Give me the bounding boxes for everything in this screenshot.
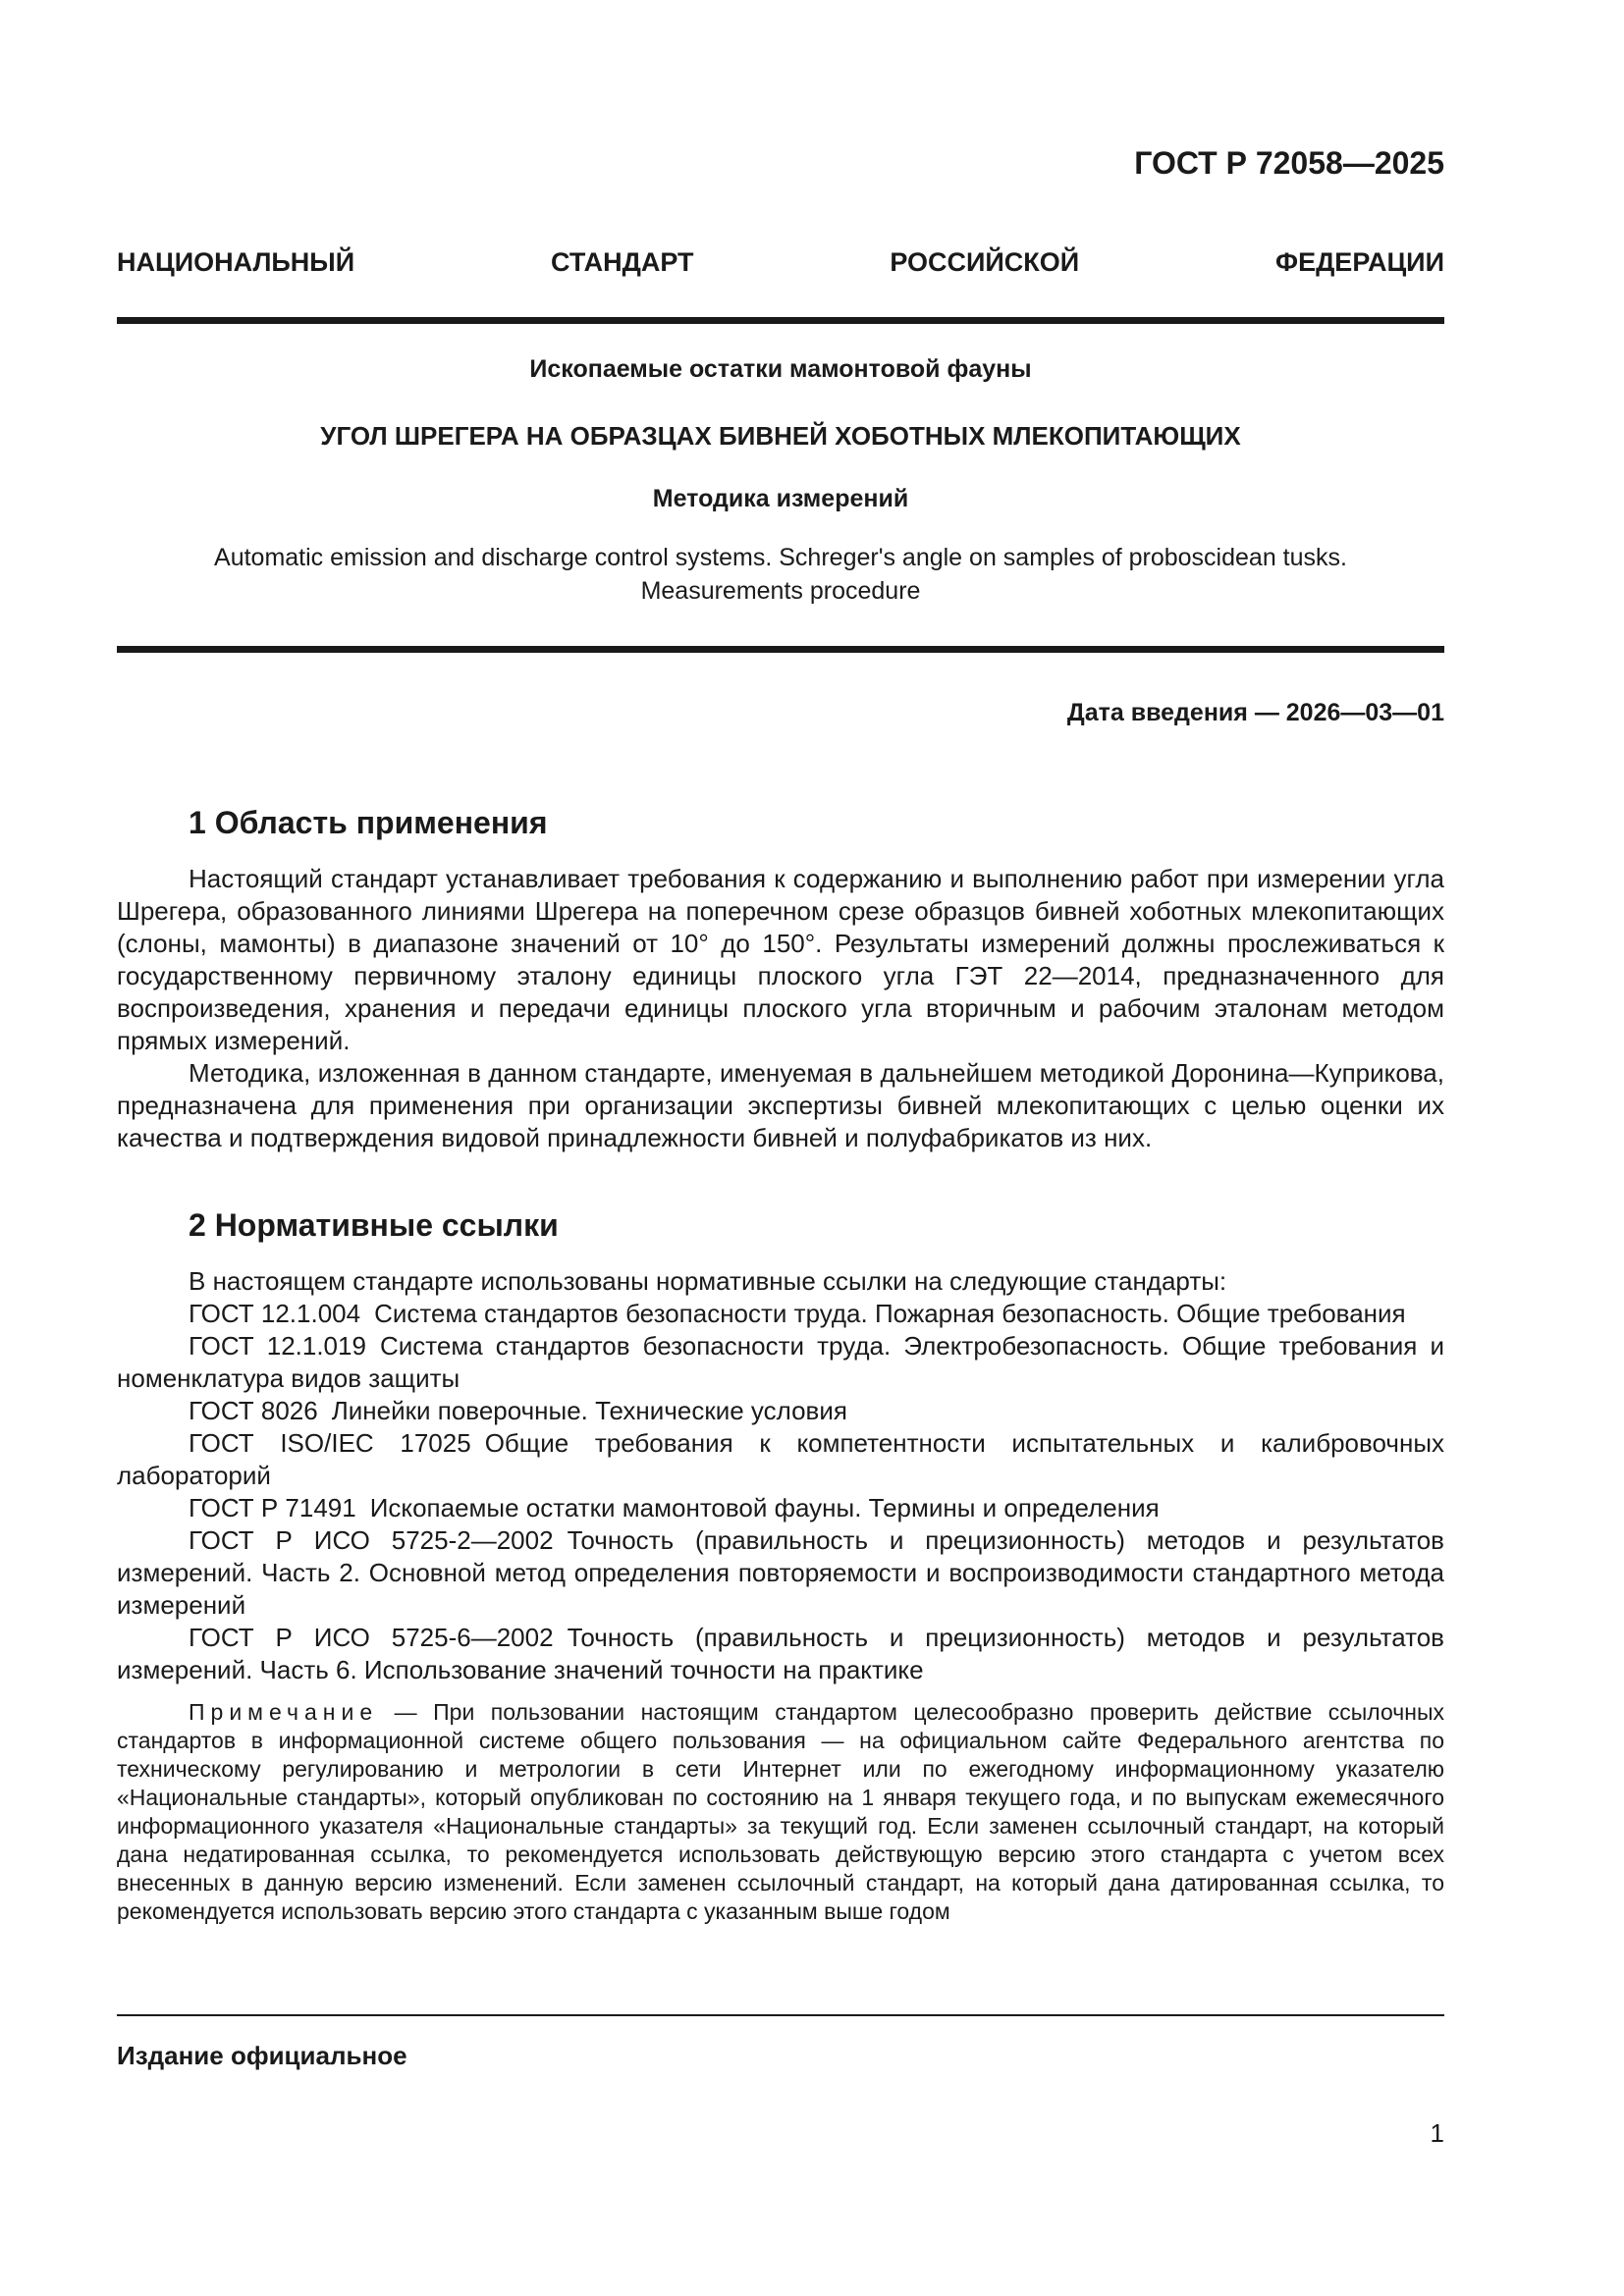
references-note: [117, 1698, 1444, 1926]
title-english-line2: Measurements procedure: [640, 577, 921, 605]
scope-paragraph: Методика, изложенная в данном стандарте, именуемая в дальнейшем методикой Доронина—Куприкова, предназначена для применения при организации экспертизы бивней млекопитающих с целью оценки их качества и подтверждения видовой принадлежности бивней и полуфабрикатов из них.: [117, 1058, 1444, 1152]
reference-item: [117, 1298, 1444, 1330]
top-divider: [117, 317, 1444, 324]
reference-title: Линейки поверочные. Технические условия: [331, 1396, 847, 1425]
reference-code: ГОСТ Р ИСО 5725-2—2002: [189, 1525, 554, 1555]
reference-item: [117, 1492, 1444, 1524]
reference-title: Система стандартов безопасности труда. Пожарная безопасность. Общие требования: [374, 1299, 1406, 1328]
gost-number: ГОСТ Р 72058—2025: [1134, 145, 1444, 181]
note-text: — При пользовании настоящим стандартом целесообразно проверить действие ссылочных стандартов в информационной системе общего пользования — на официальном сайте Федерального агентства по техническому регулированию и метрологии в сети Интернет или по ежегодному информационному указателю «Национальные стандарты», который опубликован по состоянию на 1 января текущего года, и по выпускам ежемесячного информационного указателя «Национальные стандарты» за текущий год. Если заменен ссылочный стандарт, на который дана недатированная ссылка, то рекомендуется использовать действующую версию этого стандарта с учетом всех внесенных в данную версию изменений. Если заменен ссылочный стандарт, на который дана датированная ссылка, то рекомендуется использовать версию этого стандарта с указанным выше годом: [117, 1699, 1444, 1924]
section-scope-heading: 1 Область применения: [189, 805, 548, 840]
title-english-line1: Automatic emission and discharge control systems. Schreger's angle on samples of proboscidean tusks.: [214, 544, 1347, 571]
footer-divider: [117, 2014, 1444, 2016]
reference-title: Точность (правильность и прецизионность) методов и результатов измерений. Часть 6. Использование значений точности на практике: [117, 1623, 1444, 1684]
reference-title: Общие требования к компетентности испытательных и калибровочных лабораторий: [117, 1428, 1445, 1490]
section-references-heading: 2 Нормативные ссылки: [189, 1207, 559, 1243]
references-intro: В настоящем стандарте использованы нормативные ссылки на следующие стандарты:: [189, 1266, 1227, 1296]
reference-title: Система стандартов безопасности труда. Электробезопасность. Общие требования и номенклатура видов защиты: [117, 1331, 1444, 1393]
introduction-date: Дата введения — 2026—03—01: [1066, 699, 1444, 726]
reference-item: [117, 1524, 1444, 1622]
title-method: Методика измерений: [652, 485, 909, 512]
section-normative-references: [117, 1207, 1444, 1926]
section-scope: [117, 805, 1444, 1154]
title-subject: Ископаемые остатки мамонтовой фауны: [529, 355, 1032, 383]
scope-paragraph: Настоящий стандарт устанавливает требования к содержанию и выполнению работ при измерении угла Шрегера, образованного линиями Шрегера на поперечном срезе образцов бивней хоботных млекопитающих (слоны, мамонты) в диапазоне значений от 10° до 150°. Результаты измерений должны прослеживаться к государственному первичному эталону единицы плоского угла ГЭТ 22—2014, предназначенного для воспроизведения, хранения и передачи единицы плоского угла вторичным и рабочим эталонам методом прямых измерений.: [117, 864, 1444, 1055]
official-edition-label: Издание официальное: [117, 2041, 407, 2070]
reference-item: [117, 1395, 1444, 1427]
page-number: 1: [1430, 2118, 1444, 2148]
reference-code: ГОСТ ISO/IEC 17025: [189, 1428, 471, 1458]
reference-item: [117, 1622, 1444, 1686]
reference-code: ГОСТ Р 71491: [189, 1493, 356, 1522]
reference-title: Ископаемые остатки мамонтовой фауны. Термины и определения: [369, 1493, 1160, 1522]
reference-code: ГОСТ 12.1.019: [189, 1331, 366, 1361]
reference-code: ГОСТ Р ИСО 5725-6—2002: [189, 1623, 554, 1652]
title-block: [117, 355, 1444, 608]
reference-item: [117, 1427, 1444, 1492]
national-standard-banner: НАЦИОНАЛЬНЫЙ СТАНДАРТ РОССИЙСКОЙ ФЕДЕРАЦИИ: [117, 247, 1444, 277]
reference-code: ГОСТ 12.1.004: [189, 1299, 361, 1328]
reference-title: Точность (правильность и прецизионность) методов и результатов измерений. Часть 2. Основной метод определения повторяемости и воспроизводимости стандартного метода измерений: [117, 1525, 1444, 1620]
note-label: Примечание: [189, 1699, 379, 1725]
middle-divider: [117, 646, 1444, 653]
title-main: УГОЛ ШРЕГЕРА НА ОБРАЗЦАХ БИВНЕЙ ХОБОТНЫХ МЛЕКОПИТАЮЩИХ: [320, 421, 1241, 451]
reference-code: ГОСТ 8026: [189, 1396, 318, 1425]
reference-item: [117, 1330, 1444, 1395]
